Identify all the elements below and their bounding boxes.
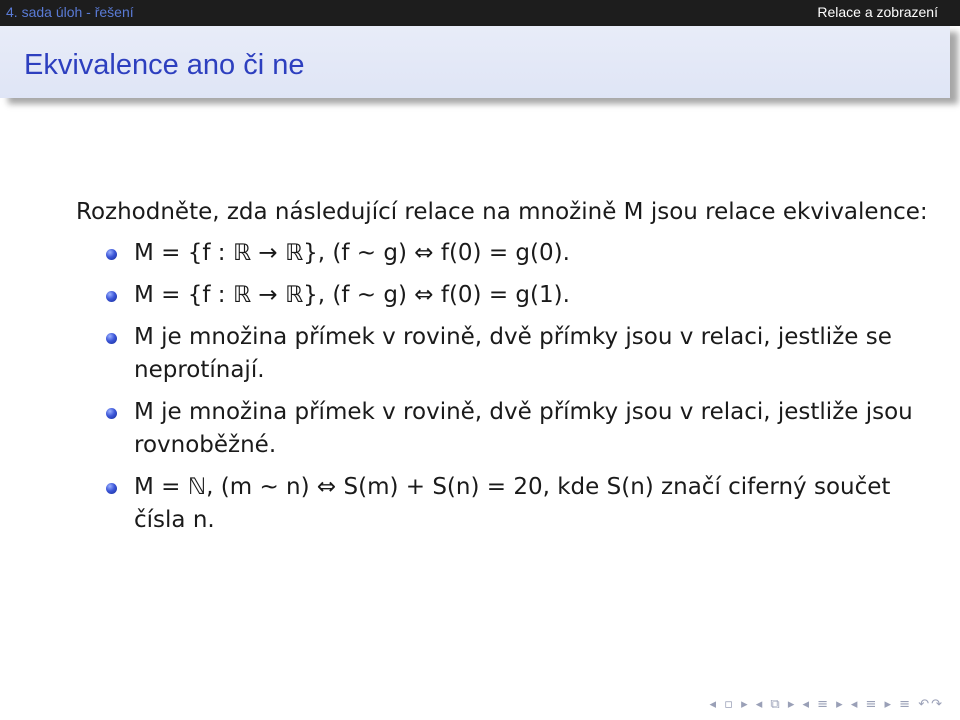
subsection-link[interactable]: Relace a zobrazení <box>817 4 938 20</box>
bullet-icon <box>106 249 117 260</box>
beamer-navigation-symbols[interactable]: ◂ ▫ ▸ ◂ ⧉ ▸ ◂ ≡ ▸ ◂ ≡ ▸ ≡ ↶↷ <box>709 697 944 712</box>
frame-title-bar <box>0 26 950 98</box>
list-item-text: M je množina přímek v rovině, dvě přímky jsou v relaci, jestliže se neprotínají. <box>134 324 892 383</box>
header-bar <box>0 0 960 26</box>
list-item <box>76 279 936 312</box>
list-item-text: M = ℕ, (m ∼ n) ⇔ S(m) + S(n) = 20, kde S(n) značí ciferný součet čísla n. <box>134 474 891 533</box>
intro-text: Rozhodněte, zda následující relace na množině M jsou relace ekvivalence: <box>76 199 928 225</box>
list-item <box>76 321 936 387</box>
bullet-icon <box>106 333 117 344</box>
slide-content <box>76 196 936 546</box>
section-link[interactable]: 4. sada úloh - řešení <box>6 4 134 20</box>
list-item-text: M je množina přímek v rovině, dvě přímky jsou v relaci, jestliže jsou rovnoběžné. <box>134 399 913 458</box>
list-item <box>76 471 936 537</box>
list-item-text: M = {f : ℝ → ℝ}, (f ∼ g) ⇔ f(0) = g(1). <box>134 282 570 308</box>
list-item <box>76 396 936 462</box>
bullet-icon <box>106 483 117 494</box>
bullet-icon <box>106 291 117 302</box>
bullet-icon <box>106 408 117 419</box>
list-item-text: M = {f : ℝ → ℝ}, (f ∼ g) ⇔ f(0) = g(0). <box>134 240 570 266</box>
list-item <box>76 237 936 270</box>
frame-title: Ekvivalence ano či ne <box>24 49 305 81</box>
